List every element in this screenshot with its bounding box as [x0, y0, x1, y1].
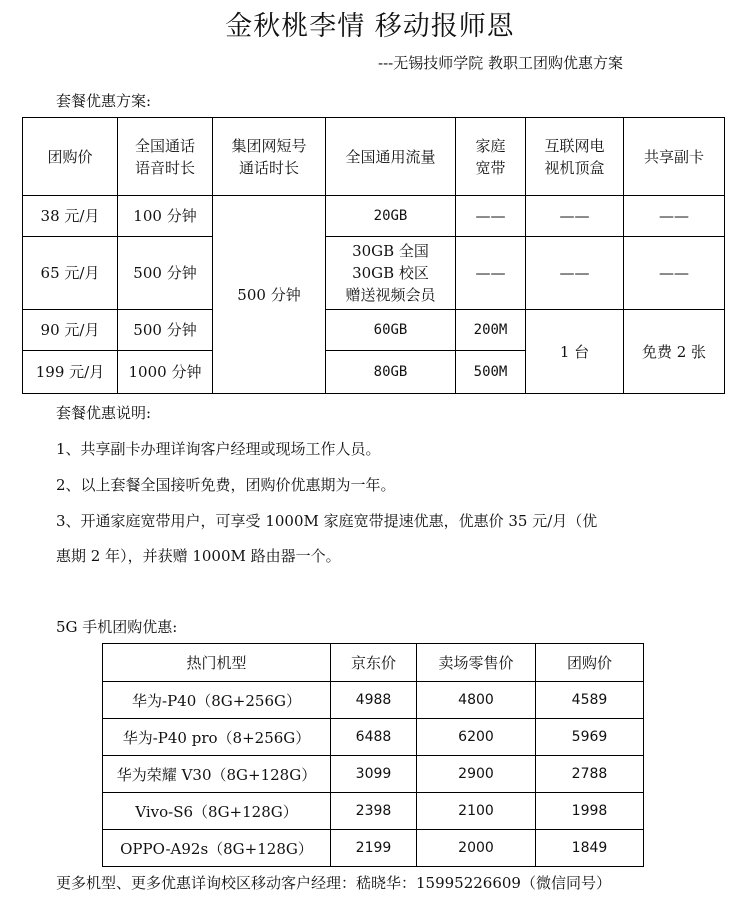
notes-section-label: 套餐优惠说明:: [56, 404, 152, 422]
phone-table: [102, 643, 644, 867]
phone-row: [103, 830, 644, 867]
phone-retail-price: 2000: [417, 830, 536, 867]
header-tv-box: 互联网电 视机顶盒: [526, 118, 624, 196]
phone-retail-price: 4800: [417, 682, 536, 719]
plan-broadband: ——: [456, 237, 526, 310]
phone-model: 华为-P40（8G+256G）: [103, 682, 331, 719]
phone-group-price: 5969: [536, 719, 644, 756]
phone-model: 华为-P40 pro（8+256G）: [103, 719, 331, 756]
phone-group-price: 1998: [536, 793, 644, 830]
footer-contact: 更多机型、更多优惠详询校区移动客户经理：嵇晓华：15995226609（微信同号）: [56, 874, 611, 892]
header-group-price: 团购价: [536, 644, 644, 682]
plan-data-line: 30GB 校区: [352, 264, 429, 282]
plan-price: 65 元/月: [23, 237, 118, 310]
plan-table-header-row: [23, 118, 725, 196]
phone-retail-price: 6200: [417, 719, 536, 756]
phone-jd-price: 6488: [331, 719, 417, 756]
header-group-net: 集团网短号 通话时长: [213, 118, 326, 196]
page-subtitle: ---无锡技师学院 教职工团购优惠方案: [378, 54, 623, 72]
plan-row: [23, 237, 725, 310]
plan-tv-box-shared: 1 台: [526, 310, 624, 394]
header-retail-price: 卖场零售价: [417, 644, 536, 682]
header-broadband: 家庭 宽带: [456, 118, 526, 196]
page-title: 金秋桃李情 移动报师恩: [225, 11, 515, 42]
phone-group-price: 4589: [536, 682, 644, 719]
note-item: 2、以上套餐全国接听免费，团购价优惠期为一年。: [56, 476, 396, 494]
plan-sub-card: ——: [624, 196, 725, 237]
plan-price: 199 元/月: [23, 351, 118, 394]
plan-row: [23, 196, 725, 237]
phone-table-header-row: [103, 644, 644, 682]
header-model: 热门机型: [103, 644, 331, 682]
phone-retail-price: 2100: [417, 793, 536, 830]
plan-tv-box: ——: [526, 196, 624, 237]
plan-voice: 100 分钟: [118, 196, 213, 237]
plan-group-minutes: 500 分钟: [213, 196, 326, 394]
header-voice: 全国通话 语音时长: [118, 118, 213, 196]
phone-model: Vivo-S6（8G+128G）: [103, 793, 331, 830]
plan-sub-card: ——: [624, 237, 725, 310]
plans-section-label: 套餐优惠方案:: [56, 92, 152, 110]
phone-retail-price: 2900: [417, 756, 536, 793]
note-item: 3、开通家庭宽带用户，可享受 1000M 家庭宽带提速优惠，优惠价 35 元/月（优: [56, 512, 598, 530]
header-group-price: 团购价: [23, 118, 118, 196]
plan-price: 90 元/月: [23, 310, 118, 351]
plan-data-line: 30GB 全国: [352, 242, 429, 260]
plan-data: 80GB: [326, 351, 456, 394]
phone-row: [103, 793, 644, 830]
plan-tv-box: ——: [526, 237, 624, 310]
header-sub-card: 共享副卡: [624, 118, 725, 196]
phones-section-label: 5G 手机团购优惠:: [56, 618, 178, 636]
plan-data: [326, 237, 456, 310]
header-data: 全国通用流量: [326, 118, 456, 196]
plan-voice: 1000 分钟: [118, 351, 213, 394]
phone-row: [103, 682, 644, 719]
plan-data-line: 赠送视频会员: [345, 286, 436, 304]
phone-row: [103, 719, 644, 756]
phone-group-price: 1849: [536, 830, 644, 867]
note-item: 1、共享副卡办理详询客户经理或现场工作人员。: [56, 440, 381, 458]
plan-voice: 500 分钟: [118, 237, 213, 310]
plan-sub-card-shared: 免费 2 张: [624, 310, 725, 394]
plan-data: 60GB: [326, 310, 456, 351]
plan-voice: 500 分钟: [118, 310, 213, 351]
phone-model: OPPO-A92s（8G+128G）: [103, 830, 331, 867]
phone-group-price: 2788: [536, 756, 644, 793]
phone-jd-price: 2398: [331, 793, 417, 830]
phone-jd-price: 4988: [331, 682, 417, 719]
phone-jd-price: 2199: [331, 830, 417, 867]
plan-row: [23, 310, 725, 351]
phone-row: [103, 756, 644, 793]
note-item: 惠期 2 年），并获赠 1000M 路由器一个。: [56, 547, 341, 565]
phone-model: 华为荣耀 V30（8G+128G）: [103, 756, 331, 793]
plan-price: 38 元/月: [23, 196, 118, 237]
phone-jd-price: 3099: [331, 756, 417, 793]
header-jd-price: 京东价: [331, 644, 417, 682]
plan-table: [22, 117, 725, 394]
plan-broadband: ——: [456, 196, 526, 237]
plan-broadband: 500M: [456, 351, 526, 394]
plan-broadband: 200M: [456, 310, 526, 351]
plan-data: 20GB: [326, 196, 456, 237]
